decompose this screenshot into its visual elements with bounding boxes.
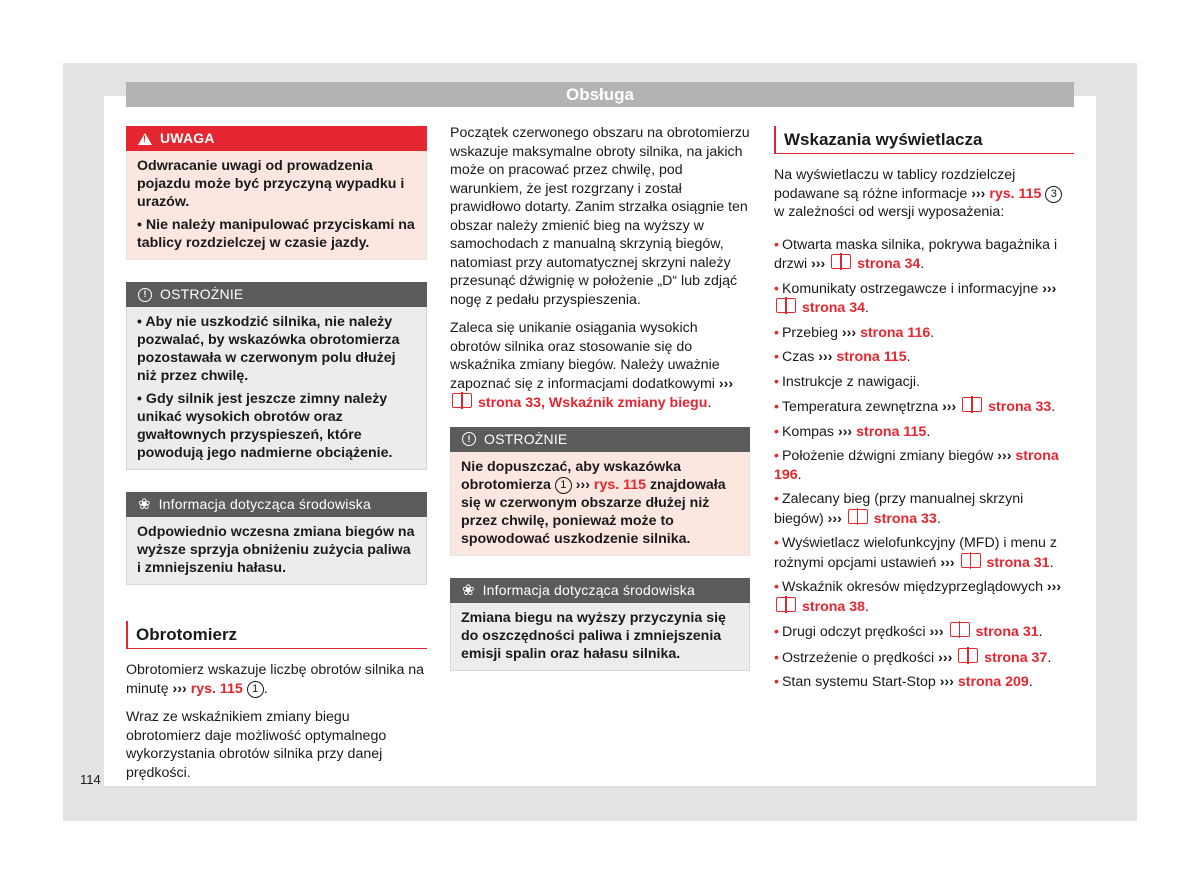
list-item-text: Zalecany bieg (przy manualnej skrzyni biegów) xyxy=(774,491,1024,527)
list-item-text: Czas xyxy=(781,349,815,365)
list-item-text: Położenie dźwigni zmiany biegów xyxy=(781,448,994,464)
book-icon xyxy=(961,553,981,568)
warning-text: • Nie należy manipulować przyciskami na tablicy rozdzielczej w czasie jazdy. xyxy=(137,217,415,251)
paragraph-text: w zależności od wersji wyposażenia: xyxy=(774,204,1005,220)
nav-arrows: ››› xyxy=(818,349,833,365)
page-link[interactable]: strona 34 xyxy=(857,256,921,272)
book-icon xyxy=(958,648,978,663)
caution-text-part: znajdowała się w czerwonym obszarze dłużej niż przez chwilę, ponieważ może to spowodować uszkodzenie silnika. xyxy=(461,476,726,547)
nav-arrows: ››› xyxy=(938,649,953,666)
nav-arrows: ››› xyxy=(811,256,826,272)
figure-link[interactable]: rys. 115 xyxy=(593,476,646,493)
paragraph: Wraz ze wskaźnikiem zmiany biegu obrotomierz daje możliwość optymalnego wykorzystania obrotów silnika przy danej prędkości. xyxy=(126,709,387,781)
nav-arrows: ››› xyxy=(971,185,986,202)
nav-arrows: ››› xyxy=(841,324,857,341)
caution-body xyxy=(126,307,427,470)
exclamation-circle-icon: ! xyxy=(138,288,152,302)
exclamation-circle-icon: ! xyxy=(462,432,476,446)
warning-title: UWAGA xyxy=(160,130,215,146)
nav-arrows: ››› xyxy=(942,399,957,415)
page-link[interactable]: strona 116 xyxy=(860,324,931,341)
paragraph-text: Na wyświetlaczu w tablicy rozdzielczej podawane są różne informacje xyxy=(774,167,1016,202)
list-item-text: Wyświetlacz wielofunkcyjny (MFD) i menu z rożnymi opcjami ustawień xyxy=(774,535,1057,571)
nav-arrows: ››› xyxy=(940,554,955,571)
flower-icon: ❀ xyxy=(462,581,475,599)
caution-header xyxy=(450,427,750,452)
figure-link[interactable]: rys. 115 xyxy=(989,185,1042,202)
page-link[interactable]: strona 31 xyxy=(975,624,1039,640)
page-link[interactable]: strona 33 xyxy=(873,510,937,527)
list-item: • Temperatura zewnętrzna ››› strona 33. xyxy=(774,397,1074,417)
list-item-text: Stan systemu Start-Stop xyxy=(781,674,936,690)
list-item: • Drugi odczyt prędkości ››› strona 31. xyxy=(774,622,1074,642)
paragraph-text: Obrotomierz wskazuje liczbę obrotów silnika na minutę xyxy=(126,662,425,697)
book-icon xyxy=(962,397,982,412)
list-item: • Komunikaty ostrzegawcze i informacyjne ››› strona 34. xyxy=(774,280,1074,318)
page-link[interactable]: strona 115 xyxy=(856,423,927,440)
list-item-text: Komunikaty ostrzegawcze i informacyjne xyxy=(781,280,1039,297)
list-item: • Wyświetlacz wielofunkcyjny (MFD) i menu z rożnymi opcjami ustawień ››› strona 31. xyxy=(774,534,1074,572)
list-item: • Położenie dźwigni zmiany biegów ››› strona 196. xyxy=(774,447,1074,484)
nav-arrows: ››› xyxy=(939,674,954,690)
nav-arrows: ››› xyxy=(929,624,944,640)
section-title-tachometer: Obrotomierz xyxy=(126,621,427,649)
page-link[interactable]: strona 196 xyxy=(774,448,1059,483)
list-item-text: Wskaźnik okresów międzyprzeglądowych xyxy=(781,579,1043,595)
warning-text: Odwracanie uwagi od prowadzenia pojazdu może być przyczyną wypadku i urazów. xyxy=(137,158,405,210)
caution-box xyxy=(450,427,750,556)
environment-box xyxy=(126,492,427,585)
nav-arrows: ››› xyxy=(837,423,853,440)
display-info-list xyxy=(774,236,1074,692)
page-link[interactable]: strona 33 xyxy=(988,399,1052,415)
list-item: • Wskaźnik okresów międzyprzeglądowych ››› strona 38. xyxy=(774,578,1074,616)
figure-link[interactable]: rys. 115 xyxy=(190,680,243,697)
list-item: • Ostrzeżenie o prędkości ››› strona 37. xyxy=(774,648,1074,668)
column-middle xyxy=(450,124,750,693)
environment-text: Odpowiednio wczesna zmiana biegów na wyższe sprzyja obniżeniu zużycia paliwa i zmniejszeniu hałasu. xyxy=(137,524,415,576)
book-icon xyxy=(776,298,796,313)
warning-body xyxy=(126,151,427,260)
page-number: 114 xyxy=(80,772,101,787)
page-link[interactable]: strona 209 xyxy=(957,674,1029,690)
list-item-text: Przebieg xyxy=(781,324,838,341)
callout-number: 3 xyxy=(1045,186,1062,203)
environment-header xyxy=(126,492,427,517)
paragraph xyxy=(774,166,1074,222)
nav-arrows: ››› xyxy=(172,680,187,697)
list-item-text: Drugi odczyt prędkości xyxy=(781,624,926,640)
list-item: • Zalecany bieg (przy manualnej skrzyni biegów) ››› strona 33. xyxy=(774,490,1074,528)
caution-header xyxy=(126,282,427,307)
environment-body xyxy=(450,603,750,671)
paragraph: Obrotomierz wskazuje liczbę obrotów silnika na minutę ››› rys. 115 1 . xyxy=(126,662,425,697)
page-link[interactable]: strona 37 xyxy=(984,649,1048,666)
column-right xyxy=(774,126,1074,698)
list-item-text: Temperatura zewnętrzna xyxy=(781,399,939,415)
paragraph-text: Zaleca się unikanie osiągania wysokich obrotów silnika oraz stosowanie się do wskaźnika zmiany biegów. Należy uważnie zapoznać się z informacjami dodatkowymi xyxy=(450,320,720,392)
nav-arrows: ››› xyxy=(827,510,842,527)
book-icon xyxy=(950,622,970,637)
list-item: • Otwarta maska silnika, pokrywa bagażnika i drzwi ››› strona 34. xyxy=(774,236,1074,274)
environment-header xyxy=(450,578,750,603)
list-item: • Czas ››› strona 115. xyxy=(774,348,1074,367)
nav-arrows: ››› xyxy=(997,448,1012,464)
warning-triangle-icon xyxy=(138,133,152,145)
callout-number: 1 xyxy=(247,681,264,698)
chapter-header: Obsługa xyxy=(126,82,1074,107)
paragraph: Zaleca się unikanie osiągania wysokich obrotów silnika oraz stosowanie się do wskaźnika zmiany biegów. Należy uważnie zapoznać się z informacjami dodatkowymi ››› strona 33, Wskaźnik zmiany biegu. xyxy=(450,320,734,411)
list-item-text: Instrukcje z nawigacji. xyxy=(781,373,920,390)
page-link[interactable]: strona 38 xyxy=(801,598,866,615)
list-item: • Stan systemu Start-Stop ››› strona 209. xyxy=(774,673,1074,692)
column-left xyxy=(126,126,427,792)
caution-text xyxy=(461,458,739,548)
page-link[interactable]: strona 34 xyxy=(801,300,866,316)
page-link[interactable]: strona 33, Wskaźnik zmiany biegu xyxy=(477,395,708,411)
list-item-text: Kompas xyxy=(781,423,835,440)
nav-arrows: ››› xyxy=(1046,579,1062,595)
flower-icon: ❀ xyxy=(138,496,151,513)
book-icon xyxy=(776,597,796,612)
page-link[interactable]: strona 115 xyxy=(836,349,907,365)
callout-number: 1 xyxy=(555,477,572,494)
nav-arrows: ››› xyxy=(718,375,734,392)
caution-box xyxy=(126,282,427,470)
book-icon xyxy=(452,393,472,408)
caution-text: • Gdy silnik jest jeszcze zimny należy unikać wysokich obrotów oraz gwałtownych przyspieszeń, które powodują jego nadmierne obciążenie. xyxy=(137,391,393,461)
nav-arrows: ››› xyxy=(1042,280,1057,297)
caution-text: • Aby nie uszkodzić silnika, nie należy pozwalać, by wskazówka obrotomierza pozostawała w czerwonym polu dłużej niż przez chwilę. xyxy=(137,314,400,384)
section-title-display: Wskazania wyświetlacza xyxy=(774,126,1074,154)
warning-header xyxy=(126,126,427,151)
list-item xyxy=(774,373,1074,392)
page-link[interactable]: strona 31 xyxy=(986,554,1050,571)
environment-box xyxy=(450,578,750,671)
list-item-text: Ostrzeżenie o prędkości xyxy=(781,649,935,666)
caution-body xyxy=(450,452,750,556)
caution-text-part: Nie dopuszczać, aby wskazówka obrotomierza xyxy=(461,458,681,493)
environment-title: Informacja dotycząca środowiska xyxy=(158,496,371,512)
book-icon xyxy=(848,509,868,524)
caution-title: OSTROŻNIE xyxy=(484,430,568,447)
environment-text: Zmiana biegu na wyższy przyczynia się do oszczędności paliwa i zmniejszenia emisji spalin oraz hałasu silnika. xyxy=(461,609,726,662)
list-item: • Kompas ››› strona 115. xyxy=(774,423,1074,442)
nav-arrows: ››› xyxy=(575,476,590,493)
paragraph: Początek czerwonego obszaru na obrotomierzu wskazuje maksymalne obroty silnika, na jakich może on pracować przez chwilę, pod warunkiem, że jest rozgrzany i został prawidłowo dotarty. Zanim strzałka osiągnie ten obszar należy zmienić bieg na wyższy w samochodach z manualną skrzynią biegów, natomiast przy automatycznej skrzyni należy przesunąć dźwignię w położenie „D“ lub zdjąć nogę z pedału przyspieszenia. xyxy=(450,125,750,308)
book-icon xyxy=(831,254,851,269)
list-item-text: Otwarta maska silnika, pokrywa bagażnika i drzwi xyxy=(774,236,1058,272)
caution-title: OSTROŻNIE xyxy=(160,286,244,302)
warning-box xyxy=(126,126,427,260)
environment-body xyxy=(126,517,427,585)
environment-title: Informacja dotycząca środowiska xyxy=(482,581,695,598)
list-item: • Przebieg ››› strona 116. xyxy=(774,324,1074,343)
